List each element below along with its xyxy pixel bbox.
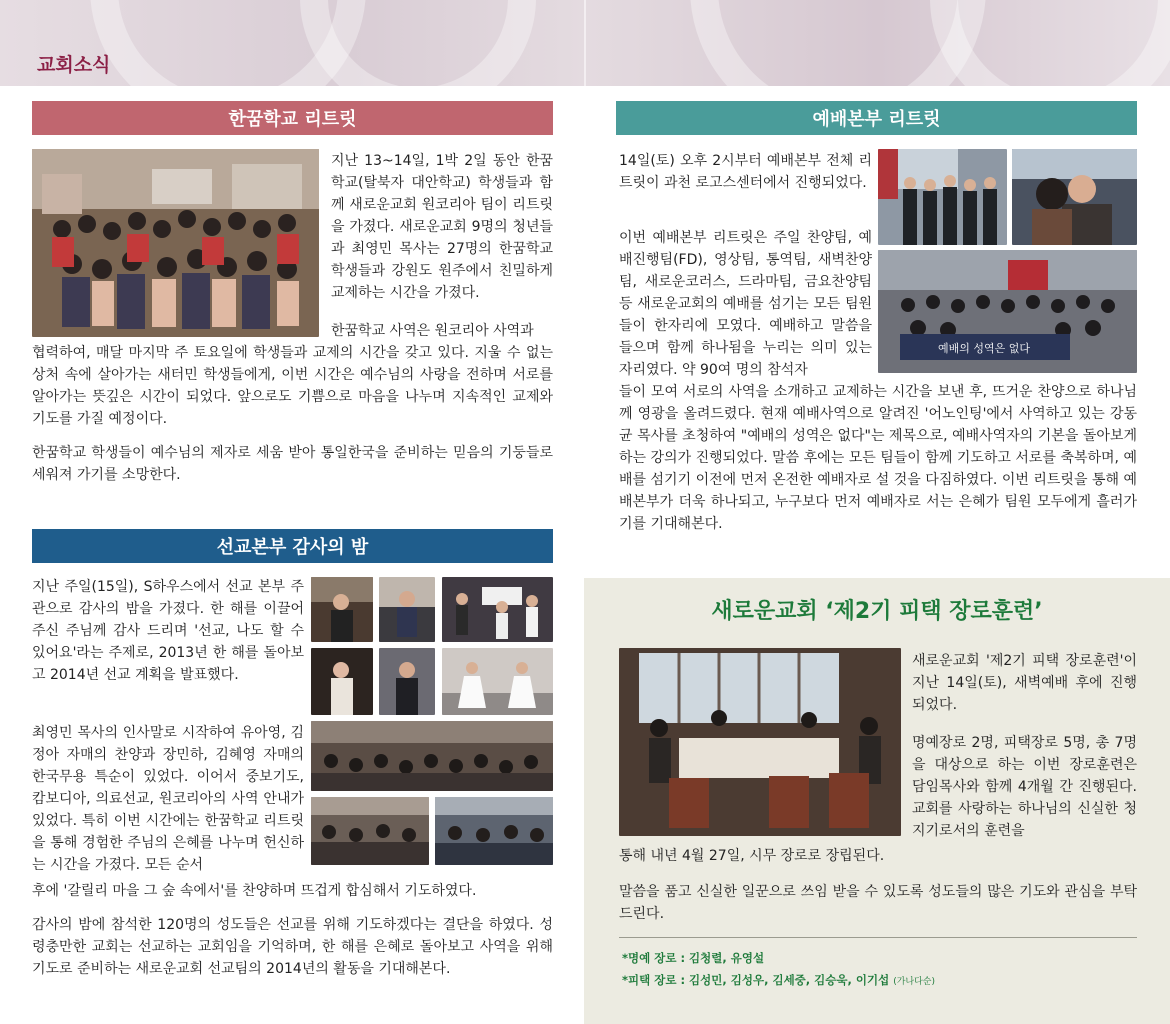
- elder-note-elected-suffix: (가나다순): [893, 977, 936, 987]
- worship-paragraph-2-continued: 들이 모여 서로의 사역을 소개하고 교제하는 시간을 보낸 후, 뜨거운 찬양으로 하나님께 영광을 올려드렸다. 현재 예배사역으로 알려진 '어노인팅'에서 사역하고 있는 강동균 목사를 초청하여 "예배의 성역은 없다"는 제목으로, 예배사역자의 기본을 돌아보게 하는 강의가 진행되었다. 말씀 후에는 모든 팀들이 함께 기도하고 서로를 축복하며, 예배를 섬기기 이전에 먼저 온전한 예배자로 설 것을 다짐하였다. 이번 리트릿을 통해 예배본부가 더욱 하나되고, 누구보다 먼저 예배자로 서는 은혜가 팀원 모두에게 흘러가기를 기대해본다.: [619, 384, 1137, 532]
- mission-photo-presenter: [379, 577, 435, 642]
- elder-divider: [619, 937, 1137, 938]
- worship-banner-text: 예배의 성역은 없다: [938, 342, 1031, 355]
- mission-photo-singers: [442, 577, 553, 642]
- mission-photo-speaker: [311, 577, 373, 642]
- elder-paragraph-3: 말씀을 품고 신실한 일꾼으로 쓰임 받을 수 있도록 성도들의 많은 기도와 관심을 부탁드린다.: [619, 884, 1137, 922]
- worship-title: 예배본부 리트릿: [616, 101, 1137, 135]
- worship-paragraph-2: 이번 예배본부 리트릿은 주일 찬양팀, 예배진행팀(FD), 영상팀, 통역팀, 새벽찬양팀, 새로운코러스, 드라마팀, 금요찬양팀 등 새로운교회의 예배를 섬기는 모든 팀원들이 한자리에 모였다. 예배하고 말씀을 들으며 함께 하나됨을 누리는 의미 있는 자리였다. 약 90여 명의 참석자: [619, 230, 872, 378]
- mission-photo-prayer-right: [435, 797, 553, 865]
- mission-title: 선교본부 감사의 밤: [32, 529, 553, 563]
- mission-photo-audience: [311, 721, 553, 791]
- elder-training-photo: [619, 648, 901, 836]
- worship-photo-hug: [1012, 149, 1137, 245]
- elder-paragraph-2: 명예장로 2명, 피택장로 5명, 총 7명을 대상으로 하는 이번 장로훈련은 담임목사와 함께 4개월 간 진행된다. 교회를 사랑하는 하나님의 신실한 청지기로서의 훈련을: [912, 735, 1137, 839]
- page-header: [0, 0, 1170, 86]
- mission-photo-singer: [311, 648, 373, 715]
- elder-paragraph-1: 새로운교회 '제2기 피택 장로훈련'이 지난 14일(토), 새벽예배 후에 진행되었다.: [912, 653, 1137, 713]
- mission-paragraph-2-end: 후에 '갈릴리 마을 그 숲 속에서'를 찬양하며 뜨겁게 합심해서 기도하였다.: [32, 883, 477, 899]
- hankkum-group-photo: [32, 149, 319, 337]
- mission-paragraph-3: 감사의 밤에 참석한 120명의 성도들은 선교를 위해 기도하겠다는 결단을 하였다. 성령충만한 교회는 선교하는 교회임을 기억하며, 한 해를 은혜로 돌아보고 사역을 위해 기도로 준비하는 새로운교회 선교팀의 2014년의 활동을 기대해본다.: [32, 917, 553, 977]
- mission-photo-dancers: [442, 648, 553, 715]
- worship-paragraph-1: 14일(토) 오후 2시부터 예배본부 전체 리트릿이 과천 로고스센터에서 진행되었다.: [619, 153, 872, 191]
- elder-note-elected-text: *피택 장로 : 김성민, 김성우, 김세중, 김승욱, 이기섭: [622, 973, 890, 987]
- mission-paragraph-2: 최영민 목사의 인사말로 시작하여 유아영, 김정아 자매의 찬양과 장민하, 김혜영 자매의 한국무용 특순이 있었다. 이어서 중보기도, 캄보디아, 의료선교, 원코리아의 사역 안내가 있었다. 특히 이번 시간에는 한꿈학교 리트릿을 통해 경험한 주님의 은혜를 나누며 헌신하는 시간을 가졌다. 모든 순서: [32, 725, 304, 873]
- section-label: 교회소식: [37, 54, 111, 76]
- mission-photo-pastor: [379, 648, 435, 715]
- elder-paragraph-2-end: 통해 내년 4월 27일, 시무 장로로 장립된다.: [619, 848, 885, 864]
- hankkum-paragraph-1: 지난 13~14일, 1박 2일 동안 한꿈학교(탈북자 대안학교) 학생들과 함께 새로운교회 원코리아 팀이 리트릿을 가졌다. 새로운교회 9명의 청년들과 최영민 목사는 27명의 한꿈학교 학생들과 강원도 원주에서 친밀하게 교제하는 시간을 가졌다.: [331, 153, 553, 301]
- worship-photo-group: [878, 250, 1137, 373]
- elder-title: 새로운교회 ‘제2기 피택 장로훈련’: [711, 599, 1043, 624]
- mission-photo-prayer-left: [311, 797, 429, 865]
- hankkum-paragraph-3: 한꿈학교 학생들이 예수님의 제자로 세움 받아 통일한국을 준비하는 믿음의 기둥들로 세워져 가기를 소망한다.: [32, 445, 553, 483]
- hankkum-paragraph-2: 협력하여, 매달 마지막 주 토요일에 학생들과 교제의 시간을 갖고 있다. 지울 수 없는 상처 속에 살아가는 새터민 학생들에게, 이번 시간은 예수님의 사랑을 전하며 서로를 알아가는 뜻깊은 시간이 되었다. 앞으로도 기쁨으로 마음을 나누며 지속적인 교제와 기도를 가질 예정이다.: [32, 345, 553, 427]
- elder-note-elected: [622, 972, 935, 988]
- elder-note-honorary: *명예 장로 : 김청렬, 유영설: [622, 951, 765, 965]
- mission-paragraph-1: 지난 주일(15일), S하우스에서 선교 본부 주관으로 감사의 밤을 가졌다. 한 해를 이끌어주신 주님께 감사 드리며 '선교, 나도 할 수 있어요'라는 주제로, 2013년 한 해를 돌아보고 2014년 선교 계획을 발표했다.: [32, 579, 304, 683]
- hankkum-title: 한꿈학교 리트릿: [32, 101, 553, 135]
- worship-photo-standing: [878, 149, 1007, 245]
- hankkum-paragraph-2-intro: 한꿈학교 사역은 원코리아 사역과: [331, 323, 534, 339]
